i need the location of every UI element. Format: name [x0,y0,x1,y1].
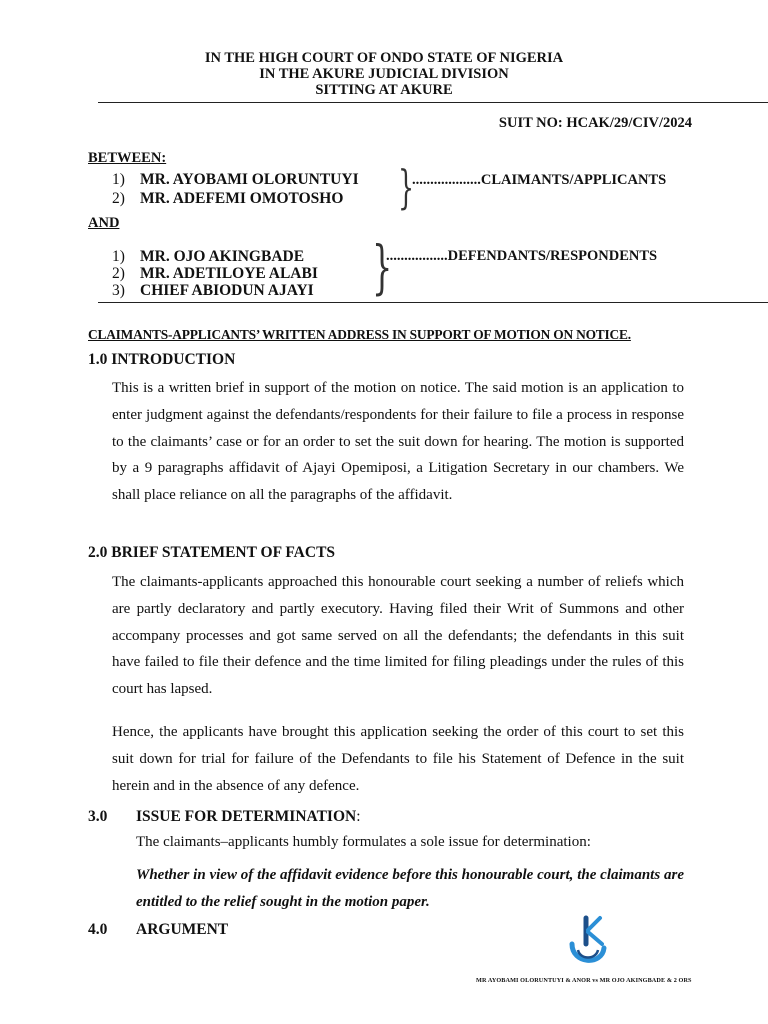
claimant-1 [112,170,359,189]
section-issue-heading [136,808,361,826]
section-issue-number: 3.0 [88,808,108,825]
intro-paragraph: This is a written brief in support of the motion on notice. The said motion is an application to enter judgment against the defendants/respondents for their failure to file a process in response to the claimants’ case or for an order to set the suit down for hearing. The motion is supported by a 9 paragraphs affidavit of Ajayi Opemiposi, a Litigation Secretary in our chambers. We shall place reliance on all the paragraphs of the affidavit. [112,380,684,504]
party-number: 1) [112,171,125,188]
party-name: MR. OJO AKINGBADE [140,248,305,265]
defendant-3 [112,281,314,300]
party-number: 2) [112,190,125,207]
section-issue-colon: : [356,808,361,825]
party-name: MR. ADEFEMI OMOTOSHO [140,190,344,207]
section-issue-title: ISSUE FOR DETERMINATION [136,808,357,825]
court-name: IN THE HIGH COURT OF ONDO STATE OF NIGERIA [204,50,564,66]
and-label: AND [88,215,120,231]
section-intro-title: 1.0 INTRODUCTION [88,351,236,368]
claimants-brace-icon: } [398,160,415,214]
party-name: MR. AYOBAMI OLORUNTUYI [140,171,359,188]
between-label: BETWEEN: [88,150,167,166]
parties-divider [98,302,768,303]
defendants-role: .................DEFENDANTS/RESPONDENTS [386,248,658,264]
party-number: 3) [112,282,125,299]
party-name: CHIEF ABIODUN AJAYI [140,282,314,299]
claimants-role: ...................CLAIMANTS/APPLICANTS [412,172,667,188]
footer-case-title: MR AYOBAMI OLORUNTUYI & ANOR vs MR OJO AKINGBADE & 2 ORS [476,977,692,984]
party-number: 2) [112,265,125,282]
issue-question: Whether in view of the affidavit evidence before this honourable court, the claimants are entitled to the relief sought in the motion paper. [136,867,684,910]
judicial-division: IN THE AKURE JUDICIAL DIVISION [259,66,509,82]
claimant-2 [112,189,343,208]
section-facts-title: 2.0 BRIEF STATEMENT OF FACTS [88,544,336,561]
header-divider [98,102,768,103]
section-argument-title: ARGUMENT [136,921,229,938]
section-argument-number: 4.0 [88,921,108,938]
party-number: 1) [112,248,125,265]
kj-logo-icon [562,914,612,972]
defendants-brace-icon: } [372,233,393,301]
suit-number: SUIT NO: HCAK/29/CIV/2024 [498,115,692,131]
facts-paragraph-1: The claimants-applicants approached this honourable court seeking a number of reliefs which are partly declaratory and partly executory. Having filed their Writ of Summons and other accompany processes and got same served on all the defendants; the defendants in this suit have failed to file their defence and the time limited for filing pleadings under the rules of this court has lapsed. [112,574,684,698]
sitting-location: SITTING AT AKURE [315,82,453,98]
document-title: CLAIMANTS-APPLICANTS’ WRITTEN ADDRESS IN SUPPORT OF MOTION ON NOTICE. [88,327,631,342]
facts-paragraph-2: Hence, the applicants have brought this application seeking the order of this court to set this suit down for trial for failure of the Defendants to file his Statement of Defence in the suit herein and in the absence of any defence. [112,724,684,794]
issue-intro: The claimants–applicants humbly formulates a sole issue for determination: [136,834,591,850]
party-name: MR. ADETILOYE ALABI [140,265,318,282]
